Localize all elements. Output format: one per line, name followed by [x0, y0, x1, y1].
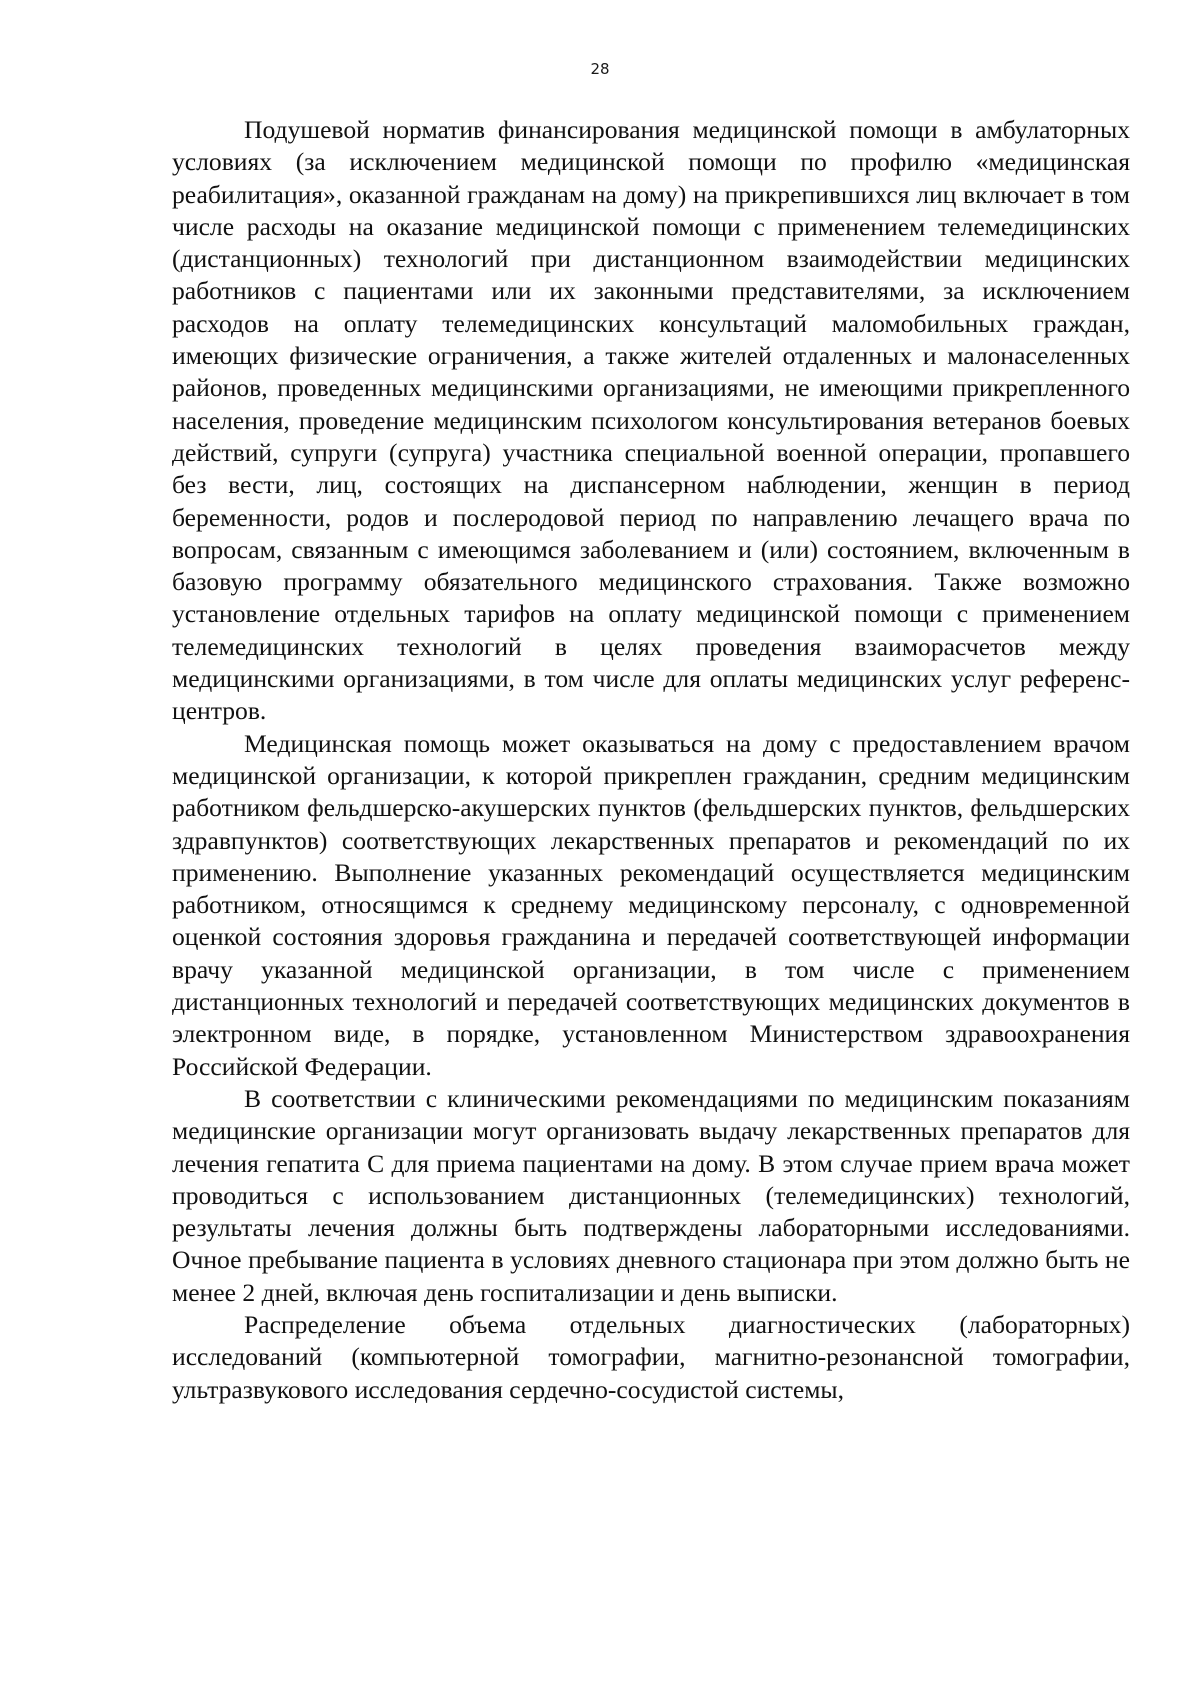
paragraph-diagnostic-distribution: Распределение объема отдельных диагностических (лабораторных) исследований (компьютерной томографии, магнитно-резонансной томографии, ультразвукового исследования сердечно-сосудистой системы,: [172, 1309, 1130, 1404]
page-number: 28: [590, 60, 610, 78]
paragraph-telemedicine-financing: Подушевой норматив финансирования медицинской помощи в амбулаторных условиях (за исключением медицинской помощи по профилю «медицинская реабилитация», оказанной гражданам на дому) на прикрепившихся лиц включает в том числе расходы на оказание медицинской помощи с применением телемедицинских (дистанционных) технологий при дистанционном взаимодействии медицинских работников с пациентами или их законными представителями, за исключением расходов на оплату телемедицинских консультаций маломобильных граждан, имеющих физические ограничения, а также жителей отдаленных и малонаселенных районов, проведенных медицинскими организациями, не имеющими прикрепленного населения, проведение медицинским психологом консультирования ветеранов боевых действий, супруги (супруга) участника специальной военной операции, пропавшего без вести, лиц, состоящих на диспансерном наблюдении, женщин в период беременности, родов и послеродовой период по направлению лечащего врача по вопросам, связанным с имеющимся заболеванием и (или) состоянием, включенным в базовую программу обязательного медицинского страхования. Также возможно установление отдельных тарифов на оплату медицинской помощи с применением телемедицинских технологий в целях проведения взаиморасчетов между медицинскими организациями, в том числе для оплаты медицинских услуг референс-центров.: [172, 115, 1130, 726]
paragraph-hepatitis-c: В соответствии с клиническими рекомендациями по медицинским показаниям медицинские организации могут организовать выдачу лекарственных препаратов для лечения гепатита С для приема пациентами на дому. В этом случае прием врача может проводиться с использованием дистанционных (телемедицинских) технологий, результаты лечения должны быть подтверждены лабораторными исследованиями. Очное пребывание пациента в условиях дневного стационара при этом должно быть не менее 2 дней, включая день госпитализации и день выписки.: [172, 1083, 1130, 1307]
paragraph-home-care: Медицинская помощь может оказываться на дому с предоставлением врачом медицинской организации, к которой прикреплен гражданин, средним медицинским работником фельдшерско-акушерских пунктов (фельдшерских пунктов, фельдшерских здравпунктов) соответствующих лекарственных препаратов и рекомендаций по их применению. Выполнение указанных рекомендаций осуществляется медицинским работником, относящимся к среднему медицинскому персоналу, с одновременной оценкой состояния здоровья гражданина и передачей соответствующей информации врачу указанной медицинской организации, в том числе с применением дистанционных технологий и передачей соответствующих медицинских документов в электронном виде, в порядке, установленном Министерством здравоохранения Российской Федерации.: [172, 728, 1130, 1081]
document-body: [172, 114, 1130, 1406]
